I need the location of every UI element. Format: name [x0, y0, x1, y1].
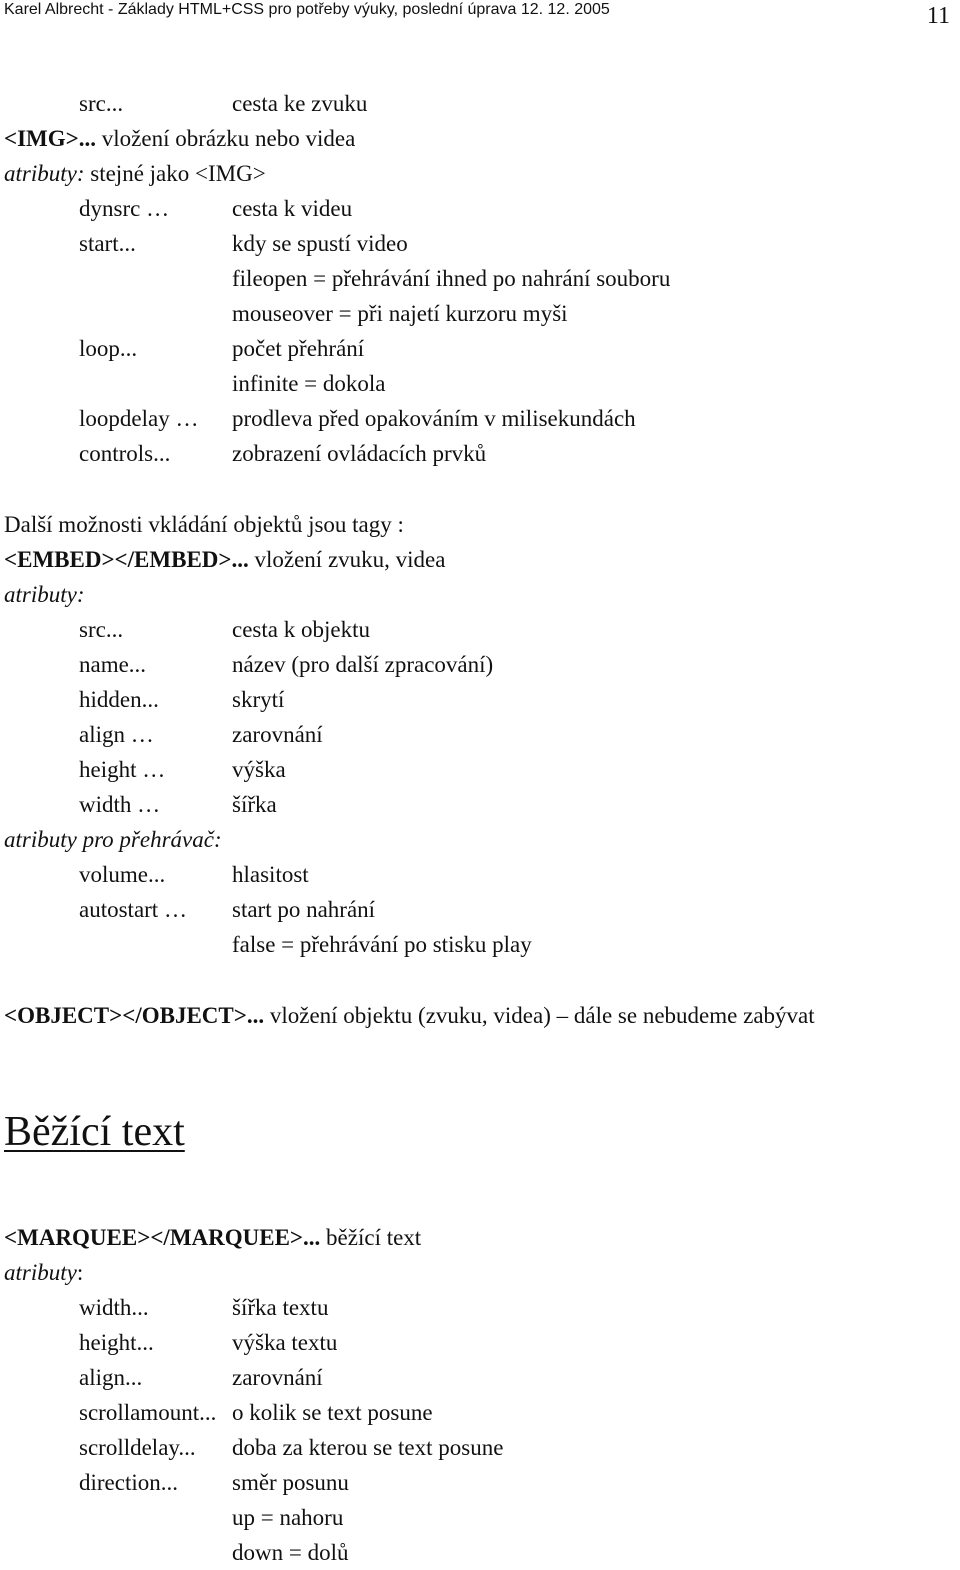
attr-desc: cesta ke zvuku [232, 91, 368, 116]
attr-desc: infinite = dokola [232, 371, 386, 396]
attr-name: scrollamount... [79, 1400, 217, 1425]
attr-name: start... [79, 231, 136, 256]
attr-name: width … [79, 792, 161, 817]
page-number: 11 [926, 3, 950, 29]
attr-desc: down = dolů [232, 1540, 349, 1565]
attr-desc: cesta k videu [232, 196, 353, 221]
attr-name: controls... [79, 441, 171, 466]
attr-desc: název (pro další zpracování) [232, 652, 494, 677]
attr-name: dynsrc … [79, 196, 170, 221]
attr-desc: false = přehrávání po stisku play [232, 932, 532, 957]
section-heading: Běžící text [4, 1109, 185, 1155]
embed-tag: <EMBED></EMBED>... [4, 547, 249, 572]
attr-desc: fileopen = přehrávání ihned po nahrání souboru [232, 266, 671, 291]
attr-desc: zarovnání [232, 722, 323, 747]
embed-tag-desc: vložení zvuku, videa [248, 547, 446, 572]
attr-desc: cesta k objektu [232, 617, 370, 642]
attr-desc: zarovnání [232, 1365, 323, 1390]
attr-name: direction... [79, 1470, 178, 1495]
marquee-tag-desc: běžící text [320, 1225, 422, 1250]
header-title: Karel Albrecht - Základy HTML+CSS pro potřeby výuky, poslední úprava 12. 12. 2005 [4, 1, 610, 18]
attr-desc: start po nahrání [232, 897, 376, 922]
attr-desc: prodleva před opakováním v milisekundách [232, 406, 636, 431]
img-tag-desc: vložení obrázku nebo videa [96, 126, 356, 151]
attr-desc: výška textu [232, 1330, 338, 1355]
attrs-label: atributy: [4, 582, 85, 607]
attr-desc: up = nahoru [232, 1505, 344, 1530]
attr-desc: doba za kterou se text posune [232, 1435, 504, 1460]
attr-name: volume... [79, 862, 166, 887]
attr-desc: počet přehrání [232, 336, 365, 361]
attr-desc: mouseover = při najetí kurzoru myši [232, 301, 568, 326]
attr-name: align … [79, 722, 154, 747]
attr-desc: hlasitost [232, 862, 309, 887]
attr-name: height... [79, 1330, 154, 1355]
attr-name: src... [79, 617, 124, 642]
attr-name: hidden... [79, 687, 159, 712]
player-attrs-label: atributy pro přehrávač: [4, 827, 222, 852]
attr-desc: šířka [232, 792, 277, 817]
attr-desc: skrytí [232, 687, 285, 712]
attr-desc: zobrazení ovládacích prvků [232, 441, 487, 466]
attrs-desc: stejné jako <IMG> [84, 161, 266, 186]
attrs-label: atributy: [4, 161, 85, 186]
attr-desc: výška [232, 757, 286, 782]
attr-name: width... [79, 1295, 149, 1320]
attr-name: loop... [79, 336, 138, 361]
attr-name: name... [79, 652, 147, 677]
attr-name: autostart … [79, 897, 187, 922]
object-tag: <OBJECT></OBJECT>... [4, 1003, 265, 1028]
attr-name: src... [79, 91, 124, 116]
attrs-colon: : [76, 1260, 84, 1285]
attr-name: height … [79, 757, 166, 782]
attr-desc: o kolik se text posune [232, 1400, 433, 1425]
attrs-label: atributy [4, 1260, 77, 1285]
embed-intro-text: Další možnosti vkládání objektů jsou tagy : [4, 512, 404, 537]
attr-desc: kdy se spustí video [232, 231, 408, 256]
object-tag-desc: vložení objektu (zvuku, videa) – dále se nebudeme zabývat [264, 1003, 815, 1028]
attr-desc: směr posunu [232, 1470, 349, 1495]
marquee-tag: <MARQUEE></MARQUEE>... [4, 1225, 321, 1250]
attr-name: loopdelay … [79, 406, 199, 431]
attr-name: align... [79, 1365, 143, 1390]
img-tag: <IMG>... [4, 126, 97, 151]
attr-desc: šířka textu [232, 1295, 329, 1320]
attr-name: scrolldelay... [79, 1435, 196, 1460]
